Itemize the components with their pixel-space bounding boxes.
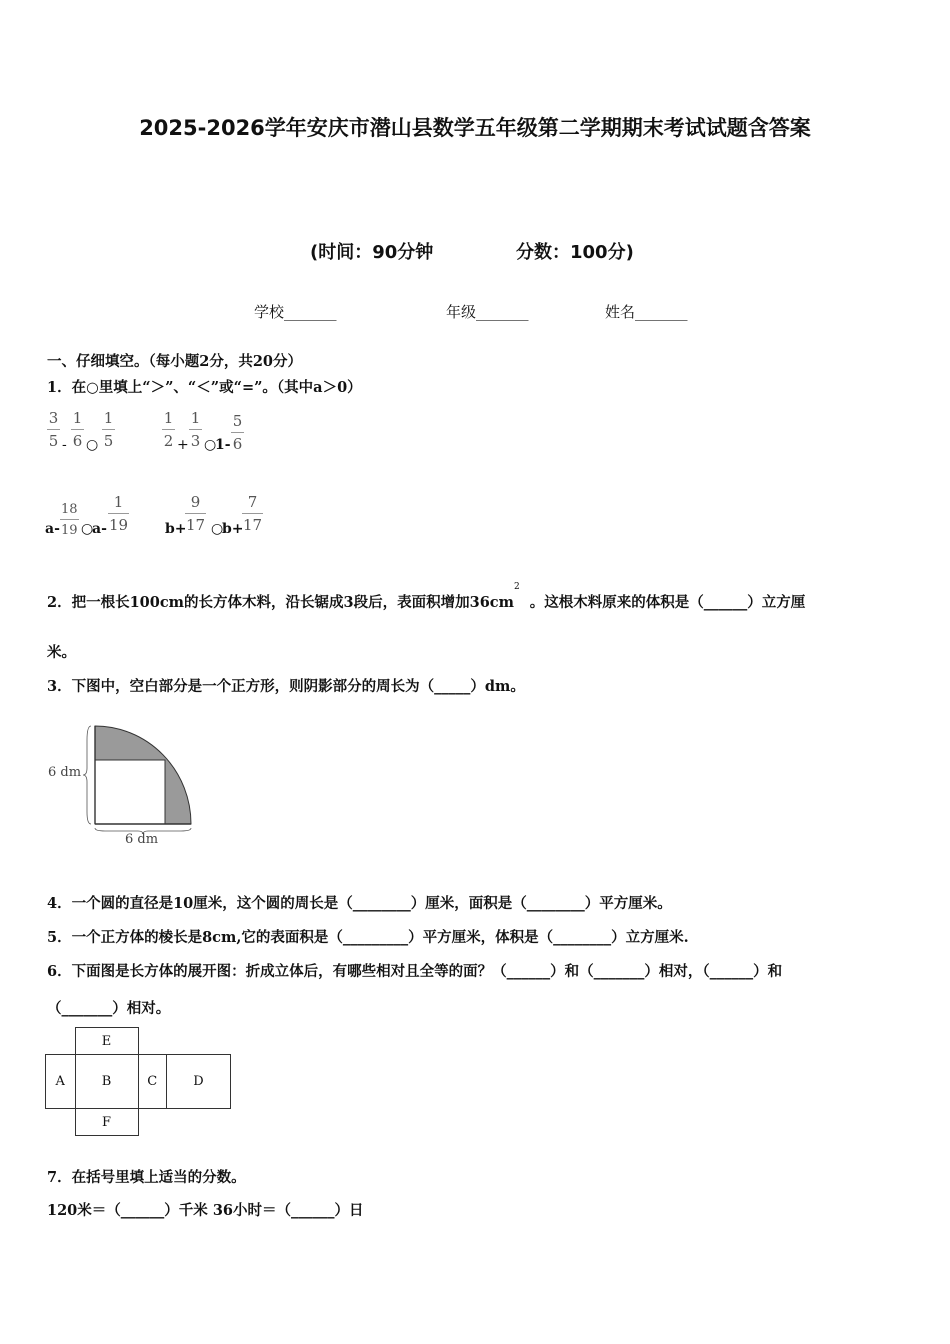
fraction: $\frac{1}{5}$ [103,409,114,450]
compare-circle[interactable]: ○ [204,437,217,453]
fraction: $\frac{5}{6}$ [232,412,243,453]
operator: a- [92,521,107,537]
operator: 1- [215,437,231,453]
question-2-text-a: 2．把一根长100cm的长方体木料，沿长锯成3段后，表面积增加36cm [47,594,514,611]
question-3: 3．下图中，空白部分是一个正方形，则阴影部分的周长为（_____）dm。 [47,678,525,695]
question-4: 4．一个圆的直径是10厘米，这个圆的周长是（________）厘米，面积是（________）平方厘米。 [47,895,672,912]
fraction: $\frac{9}{17}$ [186,493,206,534]
section-heading: 一、仔细填空。（每小题2分，共20分） [47,353,303,370]
fraction: $\frac{18}{19}$ [61,502,78,538]
face-e: E [75,1028,138,1055]
operator: b+ [222,521,244,537]
cuboid-net [45,1027,231,1136]
superscript: 2 [513,582,520,592]
question-7-line: 120米＝（______）千米 36小时＝（______）日 [47,1202,364,1219]
face-d: D [167,1055,231,1109]
face-a: A [46,1055,76,1109]
quarter-circle-figure [45,720,195,850]
exam-score: 分数：100分) [516,242,634,263]
face-b: B [75,1055,138,1109]
compare-circle[interactable]: ○ [86,437,99,453]
face-f: F [75,1109,138,1136]
fraction: $\frac{1}{3}$ [190,409,201,450]
question-1: 1．在○里填上“＞”、“＜”或“=”。（其中a＞0） [47,379,362,396]
fraction: $\frac{1}{2}$ [163,409,174,450]
dimension-left: 6 dm [48,765,82,780]
operator: + [177,437,189,453]
white-square [95,760,165,824]
fraction: $\frac{1}{19}$ [109,493,129,534]
operator: a- [45,521,60,537]
name-field: 姓名_______ [605,303,688,321]
question-5: 5．一个正方体的棱长是8cm,它的表面积是（_________）平方厘米，体积是（________）立方厘米. [47,929,689,946]
face-c: C [138,1055,167,1109]
dimension-bottom: 6 dm [125,832,159,847]
operator: - [62,437,67,453]
fraction: $\frac{3}{5}$ [48,409,59,450]
question-7: 7．在括号里填上适当的分数。 [47,1169,246,1186]
compare-circle[interactable]: ○ [81,521,94,537]
school-field: 学校_______ [254,303,337,321]
question-2-continued: 米。 [47,644,76,661]
question-6: 6．下面图是长方体的展开图：折成立体后，有哪些相对且全等的面？（______）和（_______）相对，（______）和 [47,963,783,980]
fraction: $\frac{7}{17}$ [243,493,263,534]
exam-time: (时间：90分钟 [310,242,434,263]
left-brace [83,726,91,824]
fraction: $\frac{1}{6}$ [72,409,83,450]
question-2-text-b: 。这根木料原来的体积是（______）立方厘 [529,594,806,611]
compare-circle[interactable]: ○ [211,521,224,537]
grade-field: 年级_______ [446,303,529,321]
operator: b+ [165,521,187,537]
quarter-circle-figure-svg [45,720,195,850]
page-title: 2025-2026学年安庆市潜山县数学五年级第二学期期末考试试题含答案 [139,116,811,140]
question-6-continued: （_______）相对。 [47,1000,171,1017]
question-2 [47,582,806,612]
